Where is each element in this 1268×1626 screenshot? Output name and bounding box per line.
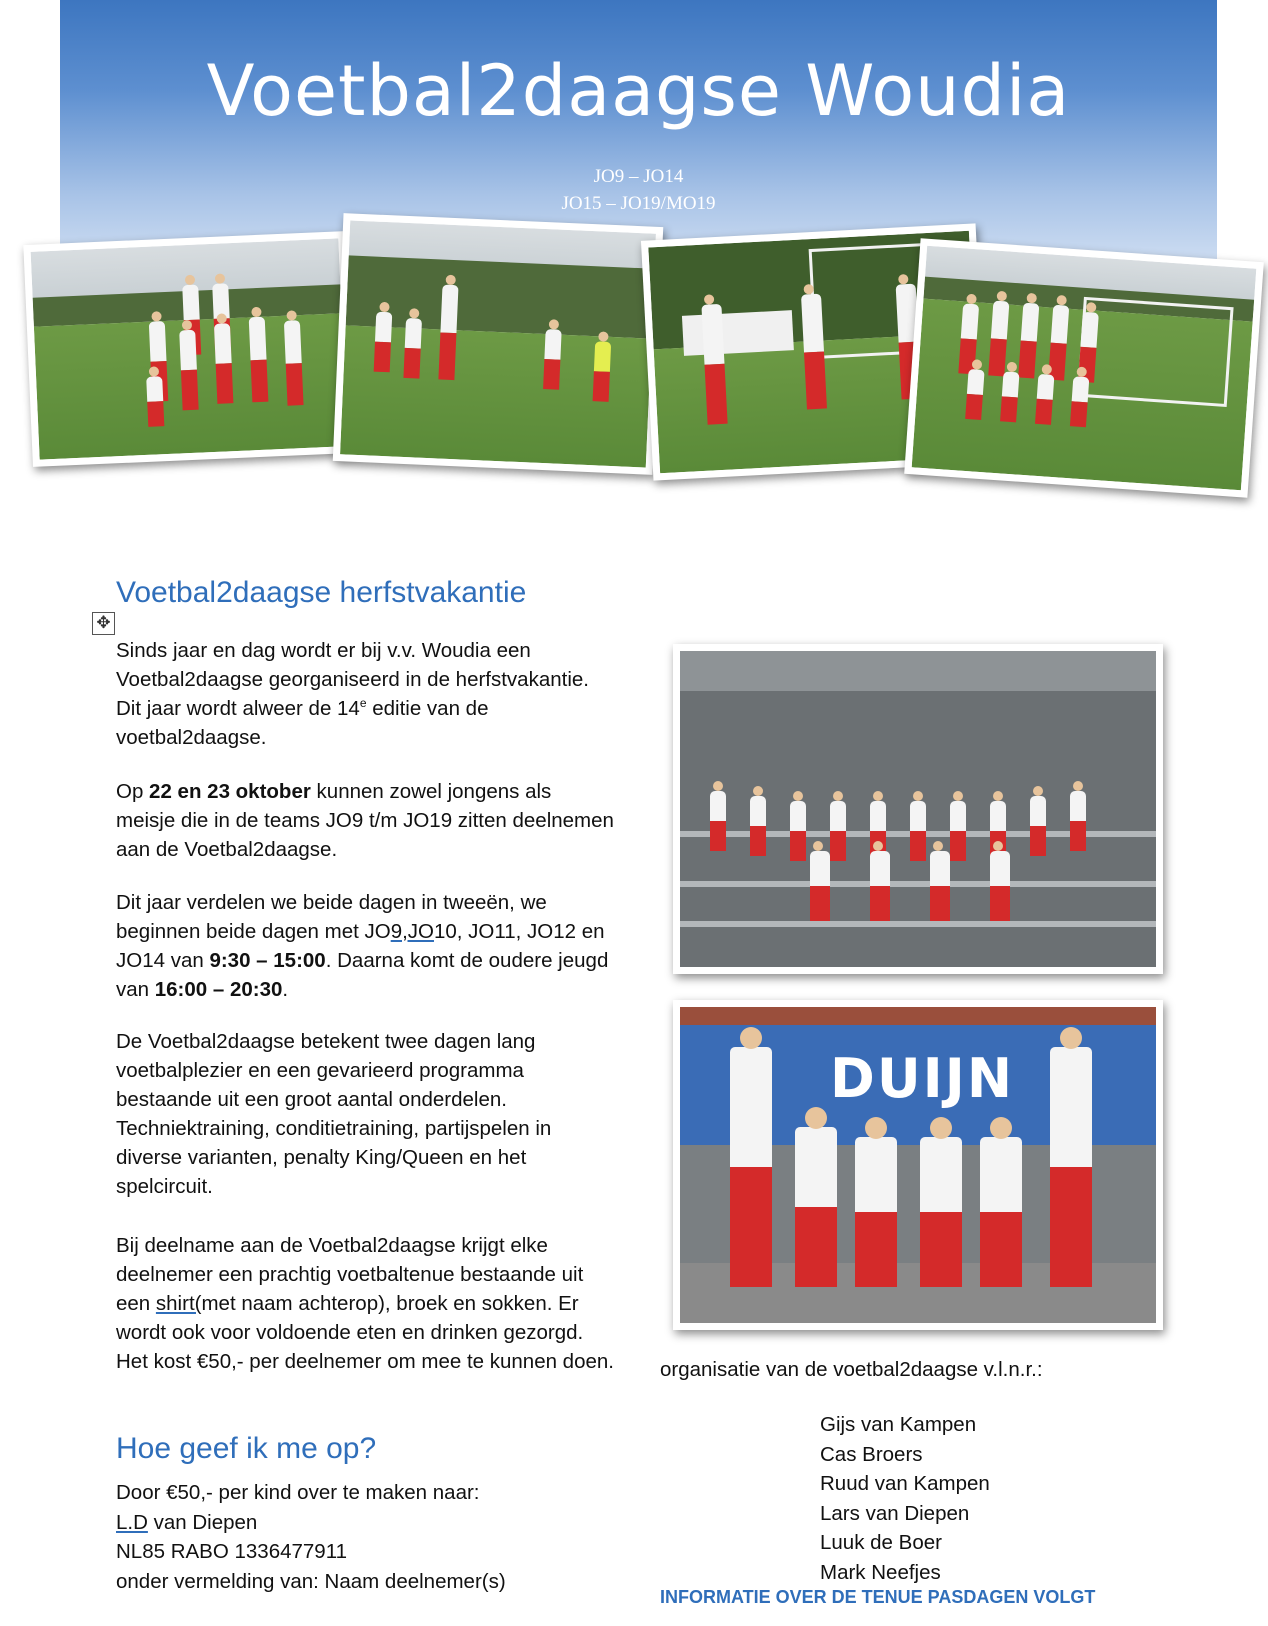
paragraph-program: De Voetbal2daagse betekent twee dagen lang voetbalplezier en een gevarieerd programma bestaande uit een groot aantal onderdelen. Techniektraining, conditietraining, partijspelen in diverse varianten, penalty King/Queen en het spelcircuit. (116, 1030, 552, 1198)
registration-line-iban: NL85 RABO 1336477911 (116, 1540, 347, 1563)
subtitle-age-groups-1: JO9 – JO14 (593, 166, 684, 187)
registration-line-recipient: L.D van Diepen (116, 1510, 258, 1534)
table-move-handle-icon[interactable]: ✥ (92, 612, 115, 635)
organisation-member-list (820, 1410, 990, 1587)
paragraph-intro: Sinds jaar en dag wordt er bij v.v. Woudia een Voetbal2daagse georganiseerd in de herfstvakantie. Dit jaar wordt alweer de 14e editie van de voetbal2daagse. (116, 639, 589, 749)
organisation-member: Luuk de Boer (820, 1531, 942, 1554)
photo-organisation-team (673, 1000, 1163, 1330)
sponsor-banner-text: DUIJN (830, 1047, 1015, 1110)
organisation-member: Lars van Diepen (820, 1501, 970, 1525)
paragraph-dates: Op 22 en 23 oktober kunnen zowel jongens als meisje die in de teams JO9 t/m JO19 zitten deelnemen aan de Voetbal2daagse. (116, 780, 614, 861)
section-heading-herfstvakantie: Voetbal2daagse herfstvakantie (116, 576, 527, 609)
organisation-member: Ruud van Kampen (820, 1472, 990, 1495)
organisation-member: Mark Neefjes (820, 1560, 941, 1584)
photo-team-group (904, 238, 1264, 497)
section-heading-registration: Hoe geef ik me op? (116, 1432, 377, 1465)
photo-all-participants (673, 644, 1163, 974)
organisation-member: Gijs van Kampen (820, 1413, 977, 1436)
registration-line-payment: Door €50,- per kind over te maken naar: (116, 1481, 480, 1504)
kit-info-note: INFORMATIE OVER DE TENUE PASDAGEN VOLGT (660, 1587, 1096, 1607)
photo-team-field (23, 231, 354, 467)
registration-line-reference: onder vermelding van: Naam deelnemer(s) (116, 1569, 506, 1593)
page-title: Voetbal2daagse Woudia (206, 50, 1071, 132)
photo-training-field (333, 213, 664, 475)
paragraph-kit-and-cost: Bij deelname aan de Voetbal2daagse krijgt elke deelnemer een prachtig voetbaltenue bestaande uit een shirt(met naam achterop), broek en sokken. Er wordt ook voor voldoende eten en drinken gezorgd. Het kost €50,- per deelnemer om mee te kunnen doen. (116, 1234, 614, 1373)
paragraph-schedule: Dit jaar verdelen we beide dagen in tweeën, we beginnen beide dagen met JO9,JO10, JO11, JO12 en JO14 van 9:30 – 15:00. Daarna komt de oudere jeugd van 16:00 – 20:30. (116, 891, 609, 1001)
subtitle-age-groups-2: JO15 – JO19/MO19 (561, 193, 716, 214)
organisation-intro: organisatie van de voetbal2daagse v.l.n.r.: (660, 1358, 1043, 1381)
organisation-member: Cas Broers (820, 1442, 923, 1466)
registration-details (116, 1478, 616, 1596)
